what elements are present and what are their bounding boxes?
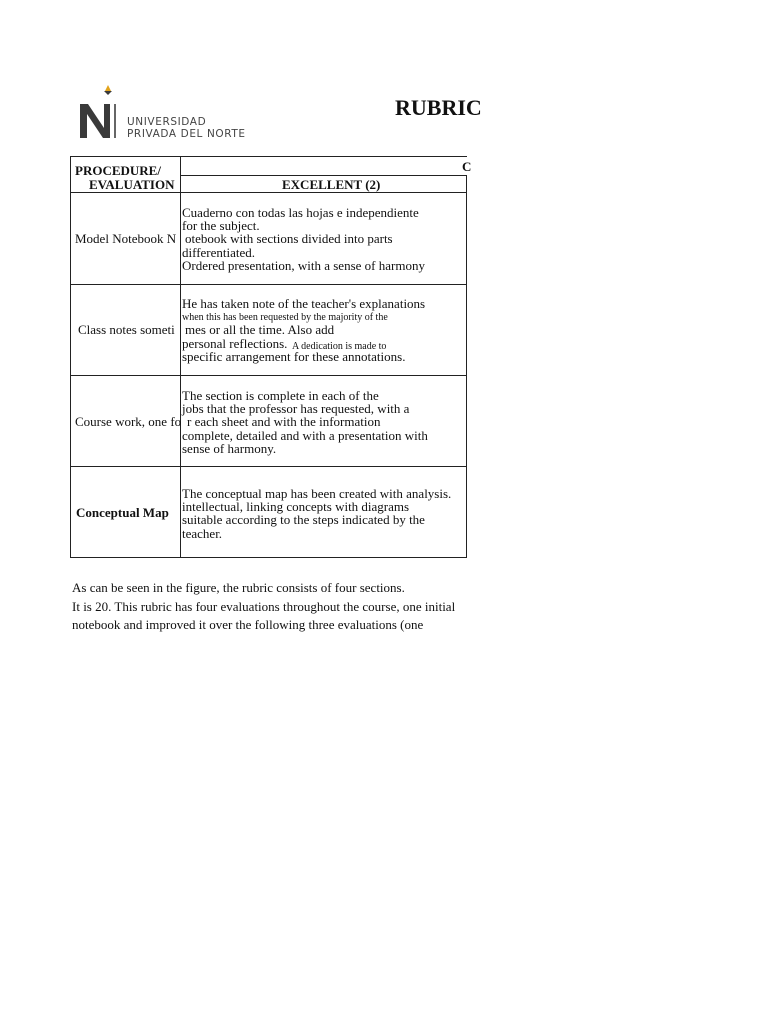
row-text: when this has been requested by the majority of the — [182, 312, 388, 323]
col2-header: EXCELLENT (2) — [282, 177, 381, 192]
body-paragraph-line: It is 20. This rubric has four evaluations throughout the course, one initial — [72, 599, 456, 614]
table-border-header-bottom — [70, 192, 467, 193]
row-text: complete, detailed and with a presentation with — [182, 428, 428, 443]
row-text: intellectual, linking concepts with diagrams — [182, 499, 410, 514]
table-border-header-split — [180, 175, 467, 176]
row-text: He has taken note of the teacher's explanations — [182, 296, 426, 311]
page-title: RUBRIC — [395, 95, 482, 120]
row-text: personal reflections. — [182, 336, 288, 351]
row-text: sense of harmony. — [182, 441, 277, 456]
row-text: The conceptual map has been created with analysis. — [182, 486, 452, 501]
cut-header-letter: C — [462, 159, 472, 174]
row-text-small: A dedication is made to — [292, 341, 387, 352]
logo-text-line2: PRIVADA DEL NORTE — [127, 128, 246, 140]
row-text: The section is complete in each of the — [182, 388, 379, 403]
table-border-right — [466, 175, 467, 558]
row-text: specific arrangement for these annotations. — [182, 349, 406, 364]
row-text: suitable according to the steps indicated by the — [182, 512, 425, 527]
row-text: differentiated. — [182, 245, 256, 260]
row-text: r each sheet and with the information — [187, 414, 381, 429]
col1-header-line1: PROCEDURE/ — [75, 163, 161, 178]
table-border-row3 — [70, 466, 467, 467]
logo-mark-icon — [78, 82, 124, 140]
university-logo — [78, 82, 268, 142]
table-border-top — [70, 156, 467, 157]
row-label: Course work, one fo — [75, 414, 182, 429]
table-border-column — [180, 156, 181, 558]
row-text: Cuaderno con todas las hojas e independiente — [182, 205, 419, 220]
table-border-row2 — [70, 375, 467, 376]
row-text: teacher. — [182, 526, 223, 541]
col1-header-line2: EVALUATION — [89, 177, 175, 192]
table-border-row1 — [70, 284, 467, 285]
body-paragraph-line: notebook and improved it over the following three evaluations (one — [72, 617, 424, 632]
body-paragraph-line: As can be seen in the figure, the rubric consists of four sections. — [72, 580, 405, 595]
table-border-bottom — [70, 557, 467, 558]
row-text: mes or all the time. Also add — [185, 322, 335, 337]
row-label: Class notes someti — [78, 322, 175, 337]
row-text: for the subject. — [182, 218, 260, 233]
row-label: Model Notebook N — [75, 231, 177, 246]
row-text: jobs that the professor has requested, with a — [182, 401, 410, 416]
row-text: otebook with sections divided into parts — [185, 231, 393, 246]
logo-text-line1: UNIVERSIDAD — [127, 116, 207, 128]
rubric-table — [70, 156, 467, 559]
table-border-left — [70, 156, 71, 558]
row-label: Conceptual Map — [76, 505, 169, 520]
row-text: Ordered presentation, with a sense of harmony — [182, 258, 425, 273]
